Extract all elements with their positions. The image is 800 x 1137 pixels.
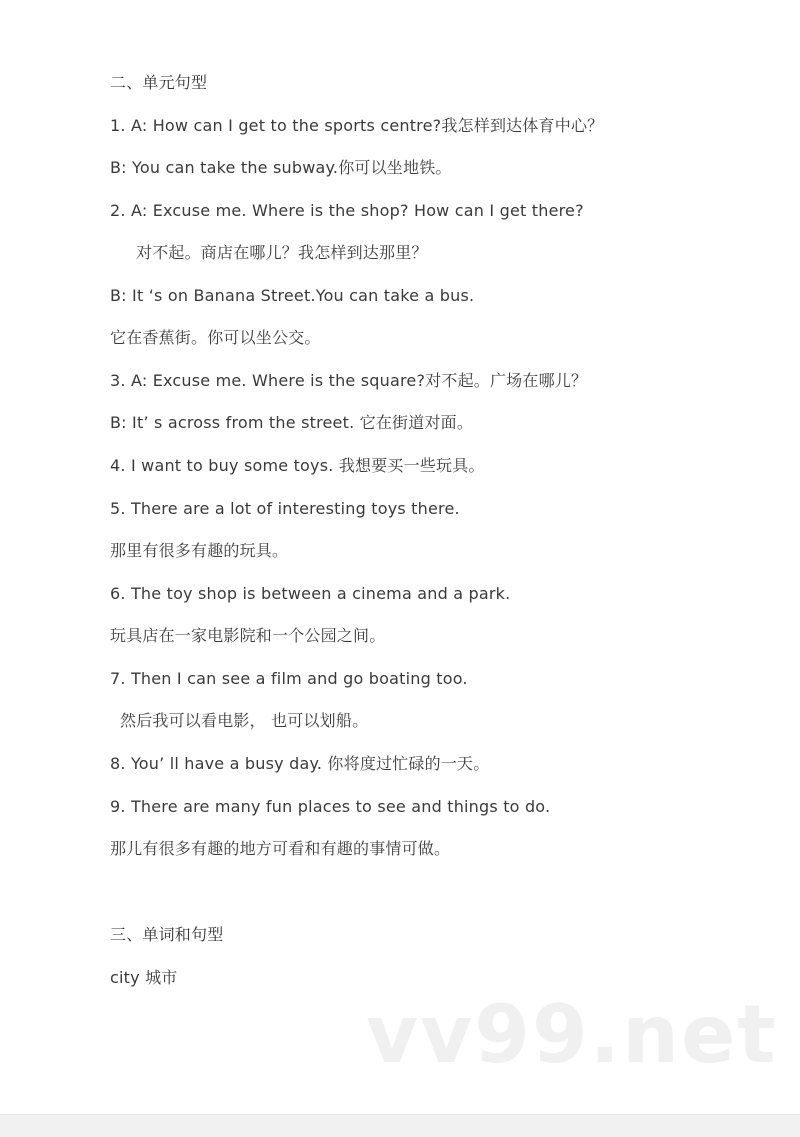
- page-bottom-edge: [0, 1114, 800, 1137]
- section-heading: 三、单词和句型: [110, 925, 224, 944]
- translation-line: 然后我可以看电影， 也可以划船。: [120, 711, 369, 730]
- sentence-line: B: You can take the subway.你可以坐地铁。: [110, 158, 452, 177]
- sentence-line: 1. A: How can I get to the sports centre?我怎样到达体育中心？: [110, 116, 604, 135]
- translation-line: 那儿有很多有趣的地方可看和有趣的事情可做。: [110, 839, 451, 858]
- translation-line: 那里有很多有趣的玩具。: [110, 541, 289, 560]
- sentence-line: 7. Then I can see a film and go boating too.: [110, 669, 468, 688]
- section-heading: 二、单元句型: [110, 73, 208, 92]
- sentence-line: B: It ‘s on Banana Street.You can take a bus.: [110, 286, 475, 305]
- sentence-line: 4. I want to buy some toys. 我想要买一些玩具。: [110, 456, 485, 475]
- sentence-line: 2. A: Excuse me. Where is the shop? How can I get there?: [110, 201, 584, 220]
- sentence-line: 8. You’ ll have a busy day. 你将度过忙碌的一天。: [110, 754, 490, 773]
- translation-line: 对不起。商店在哪儿？我怎样到达那里？: [136, 243, 428, 262]
- sentence-line: 3. A: Excuse me. Where is the square?对不起。广场在哪儿？: [110, 371, 588, 390]
- sentence-line: B: It’ s across from the street. 它在街道对面。: [110, 413, 474, 432]
- sentence-line: 9. There are many fun places to see and things to do.: [110, 797, 551, 816]
- watermark: vv99.net: [366, 988, 778, 1081]
- sentence-line: 6. The toy shop is between a cinema and a park.: [110, 584, 511, 603]
- translation-line: 它在香蕉街。你可以坐公交。: [110, 328, 321, 347]
- translation-line: 玩具店在一家电影院和一个公园之间。: [110, 626, 386, 645]
- vocab-line: city 城市: [110, 968, 178, 987]
- sentence-line: 5. There are a lot of interesting toys there.: [110, 499, 460, 518]
